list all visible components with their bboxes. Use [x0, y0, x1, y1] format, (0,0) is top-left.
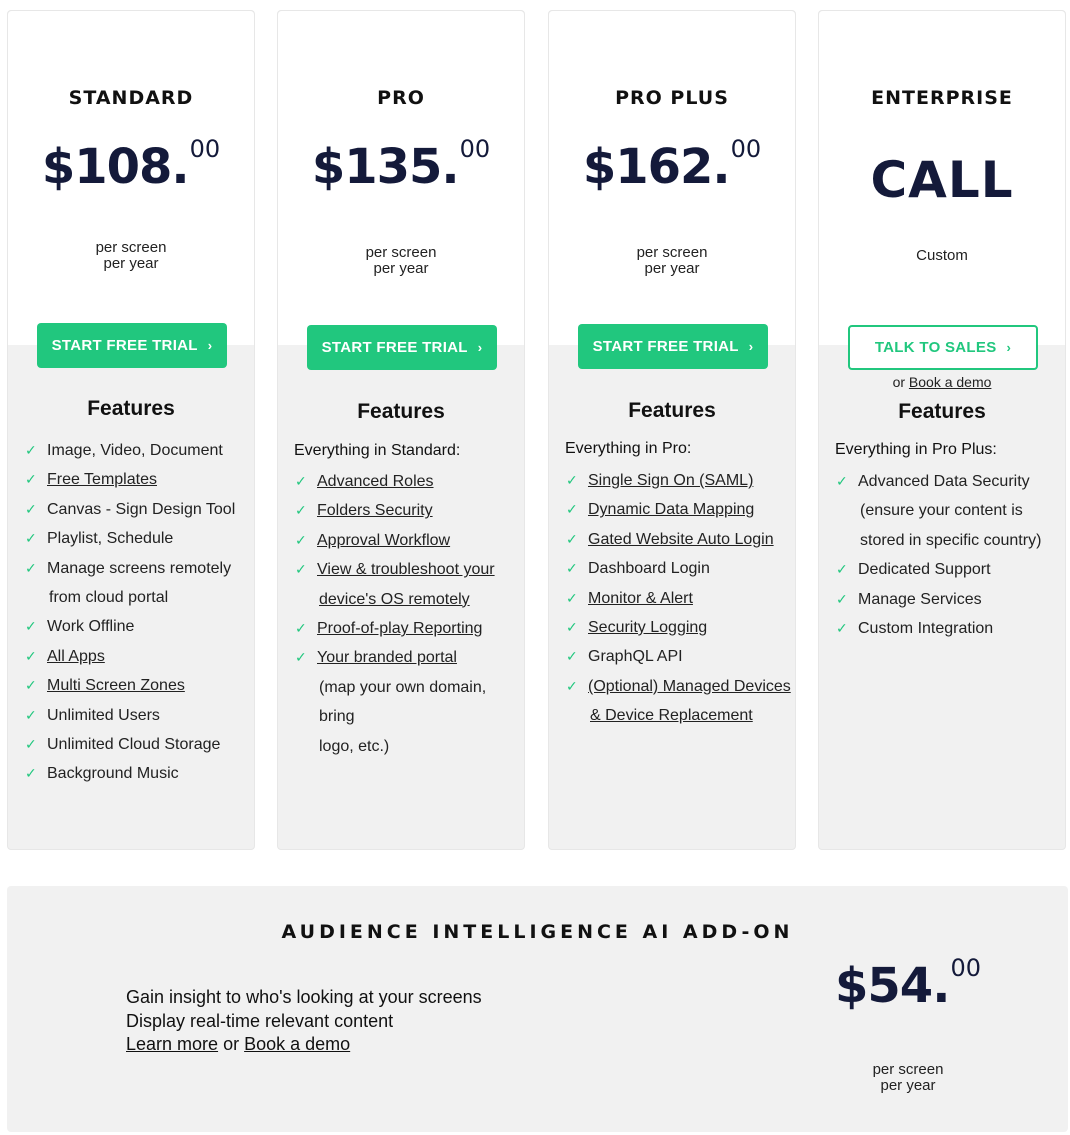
feature-link[interactable]: Your branded portal: [317, 649, 457, 667]
addon-description: [126, 986, 482, 1057]
button-label: START FREE TRIAL: [51, 337, 198, 354]
book-demo-line: [819, 374, 1065, 390]
feature-item[interactable]: [566, 525, 791, 554]
feature-item: [25, 524, 250, 553]
check-icon: ✓: [25, 500, 37, 517]
feature-item: [295, 732, 520, 761]
addon-line-1: Gain insight to who's looking at your screens: [126, 987, 482, 1007]
feature-text: Custom Integration: [858, 620, 994, 638]
feature-list: [295, 467, 520, 761]
feature-item[interactable]: [295, 555, 520, 584]
price-unit: [8, 240, 254, 272]
feature-text: Work Offline: [47, 618, 135, 636]
price-cents: 00: [459, 135, 491, 163]
feature-text: Manage Services: [858, 590, 982, 608]
chevron-right-icon: ›: [207, 338, 213, 353]
feature-link[interactable]: Multi Screen Zones: [47, 677, 185, 695]
feature-item: [25, 436, 250, 465]
feature-link[interactable]: (Optional) Managed Devices: [588, 677, 791, 695]
feature-link[interactable]: Gated Website Auto Login: [588, 530, 774, 548]
chevron-right-icon: ›: [1006, 340, 1012, 355]
feature-text: Dashboard Login: [588, 560, 710, 578]
feature-text: Advanced Data Security: [858, 473, 1030, 490]
features-title: Features: [898, 400, 986, 423]
check-icon: ✓: [836, 561, 848, 578]
check-icon: ✓: [566, 589, 578, 606]
price-unit: [278, 245, 524, 277]
feature-item: [836, 467, 1061, 496]
feature-link[interactable]: Security Logging: [588, 619, 708, 637]
plan-price: [8, 135, 254, 195]
check-icon: ✓: [25, 706, 37, 723]
feature-link[interactable]: All Apps: [47, 647, 105, 665]
feature-link[interactable]: Single Sign On (SAML): [588, 472, 754, 489]
feature-text: from cloud portal: [49, 589, 169, 607]
feature-link[interactable]: Advanced Roles: [317, 473, 434, 490]
feature-text: GraphQL API: [588, 648, 683, 666]
check-icon: ✓: [566, 677, 578, 694]
check-icon: ✓: [566, 472, 578, 488]
feature-link[interactable]: Monitor & Alert: [588, 589, 693, 607]
price-unit-year: per year: [103, 255, 159, 272]
check-icon: ✓: [295, 502, 307, 519]
feature-link[interactable]: View & troubleshoot your: [317, 561, 495, 579]
talk-to-sales-button[interactable]: [848, 325, 1038, 370]
price-unit-screen: per screen: [365, 244, 437, 261]
feature-item: [566, 642, 791, 671]
features-title: Features: [628, 399, 716, 422]
check-icon: ✓: [295, 473, 307, 489]
chevron-right-icon: ›: [748, 339, 754, 354]
feature-item[interactable]: [295, 585, 520, 614]
price-unit-year: per year: [373, 260, 429, 277]
plan-price: [549, 135, 795, 195]
plan-name: ENTERPRISE: [871, 87, 1013, 109]
feature-item[interactable]: [25, 642, 250, 671]
feature-link[interactable]: Proof-of-play Reporting: [317, 620, 483, 638]
feature-text: Dedicated Support: [858, 561, 991, 579]
feature-item: [836, 614, 1061, 643]
feature-text: (ensure your content is: [860, 502, 1023, 520]
feature-item: [25, 554, 250, 583]
button-label: START FREE TRIAL: [321, 339, 468, 356]
feature-item[interactable]: [295, 643, 520, 672]
addon-links: [126, 1033, 482, 1057]
feature-item: [836, 526, 1061, 555]
feature-item[interactable]: [566, 584, 791, 613]
check-icon: ✓: [836, 590, 848, 607]
features-lead: Everything in Pro Plus:: [835, 441, 997, 458]
feature-text: logo, etc.): [319, 737, 390, 755]
price-amount: $162.: [582, 139, 730, 195]
price-unit: [549, 245, 795, 277]
feature-item: [25, 701, 250, 730]
check-icon: ✓: [566, 501, 578, 518]
feature-text: Playlist, Schedule: [47, 530, 174, 548]
feature-item: [25, 583, 250, 612]
feature-link[interactable]: & Device Replacement: [590, 707, 753, 725]
feature-text: stored in specific country): [860, 531, 1042, 549]
feature-text: Canvas - Sign Design Tool: [47, 500, 236, 518]
feature-text: (map your own domain, bring: [319, 678, 487, 726]
feature-item[interactable]: [566, 701, 791, 730]
check-icon: ✓: [25, 530, 37, 547]
feature-item[interactable]: [566, 672, 791, 701]
book-demo-link[interactable]: Book a demo: [908, 374, 992, 390]
feature-item: [836, 496, 1061, 525]
plan-name: STANDARD: [68, 87, 194, 109]
feature-item: [25, 495, 250, 524]
feature-item[interactable]: [566, 466, 791, 495]
price-unit-screen: per screen: [872, 1061, 944, 1078]
price-cents: 00: [730, 135, 762, 163]
feature-item: [836, 585, 1061, 614]
feature-item[interactable]: [566, 495, 791, 524]
button-label: TALK TO SALES: [874, 339, 997, 356]
or-text: or: [223, 1034, 240, 1054]
feature-text: Manage screens remotely: [47, 559, 232, 577]
price-custom: Custom: [916, 247, 968, 264]
feature-list: [25, 436, 250, 789]
price-amount: $54.: [835, 958, 950, 1014]
feature-link[interactable]: Folders Security: [317, 502, 433, 520]
feature-item[interactable]: [295, 467, 520, 496]
price-amount: $135.: [311, 139, 459, 195]
feature-text: Background Music: [47, 765, 179, 783]
feature-text: Unlimited Users: [47, 706, 160, 724]
price-unit-screen: per screen: [636, 244, 708, 261]
feature-list: [566, 466, 791, 731]
feature-item[interactable]: [295, 526, 520, 555]
check-icon: ✓: [25, 736, 37, 753]
feature-item[interactable]: [566, 613, 791, 642]
check-icon: ✓: [25, 471, 37, 488]
addon-line-2: Display real-time relevant content: [126, 1010, 394, 1031]
feature-link[interactable]: Free Templates: [47, 471, 157, 489]
feature-item[interactable]: [295, 496, 520, 525]
feature-item: [295, 673, 520, 732]
price-call: CALL: [870, 151, 1014, 209]
feature-item: [25, 612, 250, 641]
plan-card-pro: [277, 10, 525, 850]
addon-price: [755, 954, 1061, 1014]
check-icon: ✓: [566, 619, 578, 636]
check-icon: ✓: [25, 559, 37, 576]
price-cents: 00: [950, 954, 981, 982]
check-icon: ✓: [295, 649, 307, 666]
feature-item: [566, 554, 791, 583]
price-unit-screen: per screen: [95, 239, 167, 256]
check-icon: ✓: [566, 560, 578, 577]
check-icon: ✓: [25, 618, 37, 635]
addon-panel: [7, 886, 1068, 1132]
check-icon: ✓: [295, 531, 307, 548]
button-label: START FREE TRIAL: [592, 338, 739, 355]
check-icon: ✓: [295, 561, 307, 578]
check-icon: ✓: [25, 765, 37, 782]
check-icon: ✓: [25, 442, 37, 458]
features-lead: Everything in Pro:: [565, 440, 692, 457]
plan-price: [819, 151, 1065, 209]
or-text: or: [892, 374, 906, 390]
feature-list: [836, 467, 1061, 643]
price-amount: $108.: [41, 139, 189, 195]
check-icon: ✓: [295, 620, 307, 637]
plan-price: [278, 135, 524, 195]
feature-link[interactable]: Dynamic Data Mapping: [588, 501, 755, 519]
feature-link[interactable]: device's OS remotely: [319, 590, 470, 608]
plan-card-pro-plus: [548, 10, 796, 850]
feature-item: [25, 730, 250, 759]
feature-item: [836, 555, 1061, 584]
feature-item[interactable]: [25, 465, 250, 494]
plan-name: PRO: [377, 87, 425, 109]
feature-text: Unlimited Cloud Storage: [47, 736, 221, 754]
features-title: Features: [87, 397, 175, 420]
features-lead: Everything in Standard:: [294, 442, 461, 459]
check-icon: ✓: [566, 530, 578, 547]
feature-item: [25, 759, 250, 788]
price-unit-year: per year: [644, 260, 700, 277]
feature-link[interactable]: Approval Workflow: [317, 531, 451, 549]
start-free-trial-button[interactable]: [37, 323, 227, 368]
check-icon: ✓: [836, 473, 848, 489]
feature-text: Image, Video, Document: [47, 442, 223, 459]
price-unit: [755, 1062, 1061, 1094]
features-title: Features: [357, 400, 445, 423]
check-icon: ✓: [836, 620, 848, 637]
plan-name: PRO PLUS: [615, 87, 729, 109]
check-icon: ✓: [25, 647, 37, 664]
start-free-trial-button[interactable]: [307, 325, 497, 370]
check-icon: ✓: [566, 648, 578, 665]
feature-item[interactable]: [25, 671, 250, 700]
plan-card-standard: [7, 10, 255, 850]
plan-card-enterprise: [818, 10, 1066, 850]
feature-item[interactable]: [295, 614, 520, 643]
learn-more-link[interactable]: Learn more: [126, 1034, 219, 1054]
price-unit-year: per year: [880, 1077, 936, 1094]
price-cents: 00: [189, 135, 221, 163]
start-free-trial-button[interactable]: [578, 324, 768, 369]
book-demo-link[interactable]: Book a demo: [244, 1034, 351, 1054]
chevron-right-icon: ›: [477, 340, 483, 355]
check-icon: ✓: [25, 677, 37, 694]
addon-title: AUDIENCE INTELLIGENCE AI ADD-ON: [281, 921, 794, 943]
